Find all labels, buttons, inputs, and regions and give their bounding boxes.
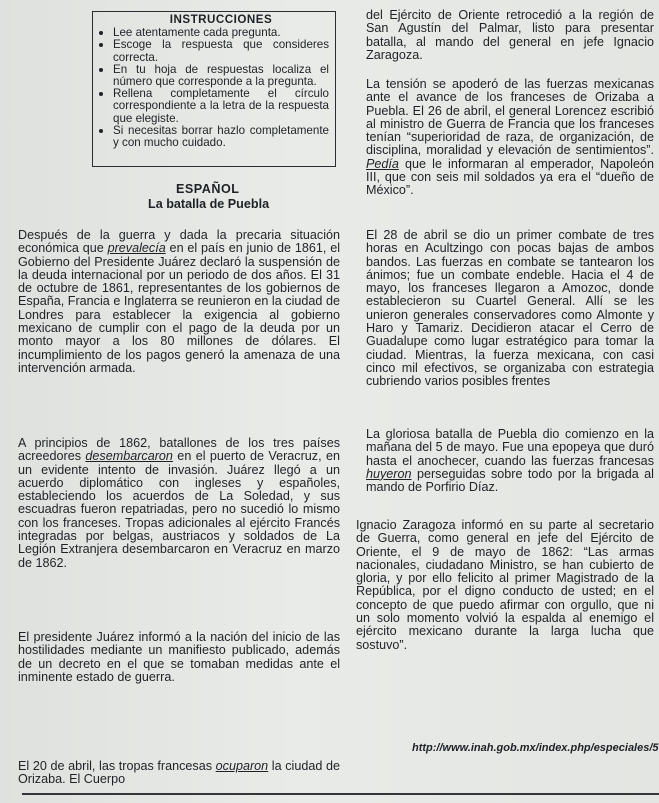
- underlined-word: Pedía: [366, 156, 399, 171]
- instruction-item: Escoge la respuesta que consideres correcta.: [113, 38, 329, 64]
- instructions-list: [113, 27, 329, 149]
- right-paragraph-4: Ignacio Zaragoza informó en su parte al secretario de Guerra, como general en jefe del Ejército de Oriente, el 9 de mayo de 1862: “Las armas nacionales, ciudadano Ministro, se han cubierto de gloria, y por ello felicito al primer Magistrado de la República, por el digno conducto de usted; en el concepto de que puedo afirmar con orgullo, que ni un solo momento volvió la espalda al enemigo el ejército mexicano durante la larga lucha que sostuvo”.: [356, 518, 654, 652]
- underlined-word: prevalecía: [107, 241, 166, 256]
- subject-heading: ESPAÑOL: [176, 182, 240, 196]
- instruction-item: En tu hoja de respuestas localiza el número que corresponde a la pregunta.: [113, 62, 329, 89]
- instructions-box: [92, 11, 336, 167]
- instruction-item: Si necesitas borrar hazlo completamente y con mucho cuidado.: [113, 123, 329, 150]
- source-link[interactable]: http://www.inah.gob.mx/index.php/especiales/5: [412, 742, 659, 754]
- left-paragraph-2: A principios de 1862, batallones de los tres países acreedores desembarcaron en el puerto de Veracruz, en un evidente intento de invasión. Juárez llegó a un acuerdo diplomático con ingleses y españoles, estableciendo los acuerdos de La Soledad, y sus escuadras fueron repatriadas, pero no sucedió lo mismo con los franceses. Tropas adicionales al ejército Francés integradas por belgas, austriacos y soldados de La Legión Extranjera desembarcaron en Veracruz en marzo de 1862.: [18, 436, 340, 570]
- instruction-item: Rellena completamente el círculo correspondiente a la letra de la respuesta que elegiste.: [113, 87, 329, 125]
- instructions-heading: INSTRUCCIONES: [169, 13, 273, 26]
- right-paragraph-2: El 28 de abril se dio un primer combate de tres horas en Acultzingo con pocas bajas de ambos bandos. Las fuerzas en combate se tantearon los ánimos; fue un combate endeble. Hacia el 4 de mayo, los franceses llegaron a Amozoc, donde establecieron su Cuartel General. Allí se les unieron generales conservadores como Almonte y Haro y Tamariz. Decidieron atacar el Cerro de Guadalupe como lugar estratégico para tomar la ciudad. Mientras, la fuerza mexicana, con casi cinco mil efectivos, se organizaba con estrategia cubriendo varios posibles frentes: [366, 228, 654, 389]
- page-divider: [22, 793, 659, 795]
- instruction-item: Lee atentamente cada pregunta.: [113, 27, 329, 39]
- right-paragraph-0: del Ejército de Oriente retrocedió a la región de San Agustín del Palmar, listo para presentar batalla, al mando del general en jefe Ignacio Zaragoza.: [366, 8, 654, 62]
- left-paragraph-4: El 20 de abril, las tropas francesas ocuparon la ciudad de Orizaba. El Cuerpo: [18, 759, 340, 787]
- right-paragraph-3: La gloriosa batalla de Puebla dio comienzo en la mañana del 5 de mayo. Fue una epopeya que duró hasta el anochecer, cuando las fuerzas francesas huyeron perseguidas sobre todo por la brigada al mando de Porfirio Díaz.: [366, 427, 654, 495]
- underlined-word: huyeron: [366, 466, 412, 481]
- right-paragraph-1: La tensión se apoderó de las fuerzas mexicanas ante el avance de los franceses de Orizaba a Puebla. El 26 de abril, el general Lorencez escribió al ministro de Guerra de Francia que los franceses tenían “superioridad de raza, de organización, de disciplina, moralidad y elevación de sentimientos”. Pedía que le informaran al emperador, Napoleón III, que con seis mil soldados ya era el “dueño de México”.: [366, 77, 654, 198]
- reading-title: La batalla de Puebla: [148, 197, 270, 211]
- underlined-word: ocuparon: [215, 759, 269, 773]
- underlined-word: desembarcaron: [85, 449, 173, 464]
- left-paragraph-3: El presidente Juárez informó a la nación del inicio de las hostilidades mediante un manifiesto publicado, además de un decreto en el que se tomaban medidas ante el inminente estado de guerra.: [18, 630, 340, 684]
- left-paragraph-1: Después de la guerra y dada la precaria situación económica que prevalecía en el país en junio de 1861, el Gobierno del Presidente Juárez declaró la suspensión de la deuda internacional por un periodo de dos años. El 31 de octubre de 1861, representantes de los gobiernos de España, Francia e Inglaterra se reunieron en la ciudad de Londres para establecer la exigencia al gobierno mexicano de cumplir con el pago de la deuda por un monto mayor a los 80 millones de dólares. El incumplimiento de los pagos generó la amenaza de una intervención armada.: [18, 228, 341, 375]
